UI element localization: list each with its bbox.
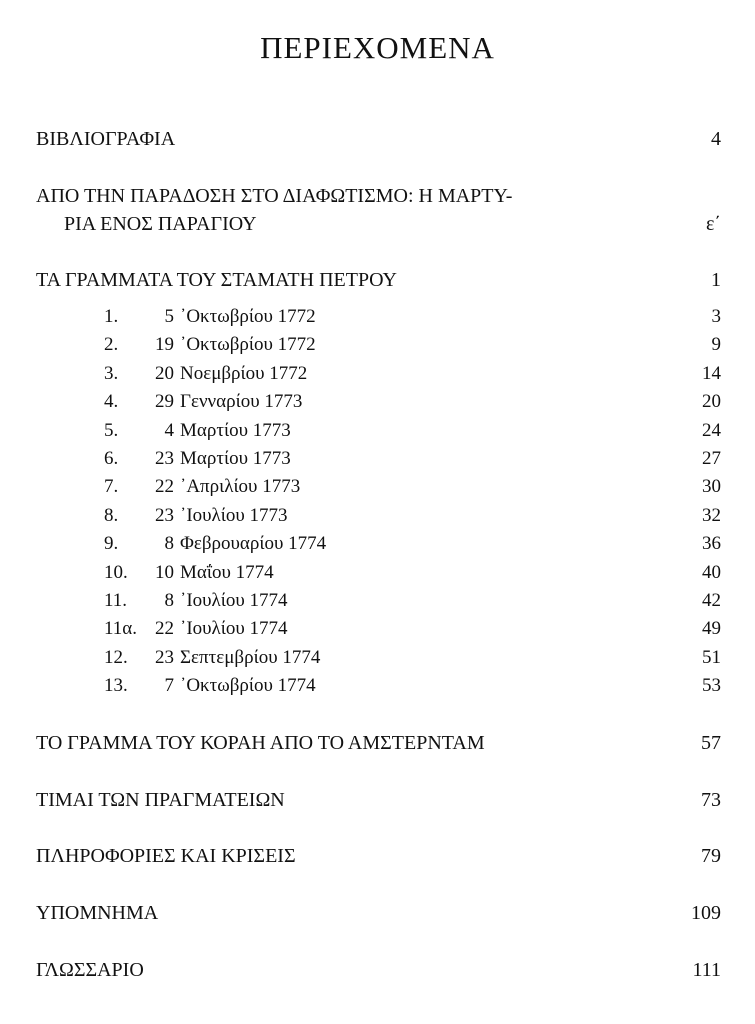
letter-month-year: ᾿Οκτωβρίου 1772 <box>180 334 316 356</box>
toc-entry-bibliography[interactable] <box>36 125 721 153</box>
letter-date <box>148 587 288 615</box>
toc-entry-page: 73 <box>701 789 721 811</box>
letter-number: 1. <box>104 306 119 327</box>
letter-page: 51 <box>702 646 721 668</box>
toc-entry-korais[interactable] <box>36 729 721 757</box>
letter-page: 14 <box>702 362 721 384</box>
toc-entry-label: ΓΛΩΣΣΑΡΙΟ <box>36 959 144 981</box>
letter-day: 4 <box>159 419 174 441</box>
page-title: ΠΕΡΙΕΧΟΜΕΝΑ <box>260 30 495 65</box>
toc-entry-letters[interactable] <box>36 266 721 294</box>
letter-month-year: ᾿Οκτωβρίου 1772 <box>180 306 316 327</box>
letter-date <box>148 388 302 416</box>
letter-page: 32 <box>702 504 721 526</box>
letter-day: 29 <box>155 391 174 413</box>
letter-date <box>148 615 288 643</box>
toc-entry-page: 1 <box>711 269 721 291</box>
toc-entry-label: ΒΙΒΛΙΟΓΡΑΦΙΑ <box>36 128 176 150</box>
toc-entry-label-line2: ΡΙΑ ΕΝΟΣ ΠΑΡΑΓΙΟΥ <box>64 213 257 235</box>
letter-number: 3. <box>104 362 119 384</box>
letter-day: 8 <box>159 590 174 611</box>
toc-entry-page: 57 <box>701 732 721 754</box>
letter-number: 11α. <box>104 618 137 640</box>
letter-entry[interactable] <box>104 644 721 672</box>
letter-month-year: Γενναρίου 1773 <box>180 391 303 413</box>
letter-day: 22 <box>155 618 174 640</box>
letter-date <box>148 672 316 700</box>
letter-date <box>148 644 320 672</box>
letter-number: 10. <box>104 561 128 583</box>
toc-entry-label <box>36 182 721 238</box>
letter-entry[interactable] <box>104 331 721 359</box>
letter-entry[interactable] <box>104 388 721 416</box>
letter-month-year: Μαρτίου 1773 <box>180 419 291 441</box>
toc-entry-page: 4 <box>711 128 721 150</box>
letter-entry[interactable] <box>104 445 721 473</box>
toc-entry-page: 111 <box>692 959 721 981</box>
letter-date <box>148 417 291 445</box>
letter-day: 23 <box>155 504 174 526</box>
letter-month-year: ᾿Ιουλίου 1773 <box>180 504 288 526</box>
letter-date <box>148 559 274 587</box>
letter-month-year: ᾿Ιουλίου 1774 <box>180 618 288 640</box>
toc-entry-glossary[interactable] <box>36 956 721 984</box>
letter-date <box>148 473 300 501</box>
toc-entry-page: 79 <box>701 845 721 867</box>
letter-number: 13. <box>104 675 128 697</box>
letter-month-year: ᾿Απριλίου 1773 <box>180 476 301 498</box>
letter-page: 40 <box>702 561 721 583</box>
letter-page: 42 <box>702 590 721 611</box>
letter-date <box>148 502 288 530</box>
letter-page: 36 <box>702 533 721 555</box>
letter-number: 11. <box>104 590 128 611</box>
letter-day: 8 <box>159 533 174 555</box>
letter-day: 10 <box>155 561 174 583</box>
toc-entry-page: 109 <box>691 902 721 924</box>
toc-entry-label: ΤΙΜΑΙ ΤΩΝ ΠΡΑΓΜΑΤΕΙΩΝ <box>36 789 285 811</box>
letter-entry[interactable] <box>104 502 721 530</box>
letter-day: 19 <box>155 334 174 356</box>
letter-page: 3 <box>711 306 721 327</box>
letter-entry[interactable] <box>104 615 721 643</box>
letter-entry[interactable] <box>104 303 721 331</box>
letter-page: 27 <box>702 448 721 469</box>
toc-entry-prices[interactable] <box>36 786 721 814</box>
toc-entry-label: ΤΟ ΓΡΑΜΜΑ ΤΟΥ ΚΟΡΑΗ ΑΠΟ ΤΟ ΑΜΣΤΕΡΝΤΑΜ <box>36 732 485 754</box>
letter-number: 7. <box>104 476 119 498</box>
letter-page: 24 <box>702 419 721 441</box>
toc-entry-tradition[interactable] <box>36 182 721 238</box>
letter-entry[interactable] <box>104 473 721 501</box>
letter-month-year: ᾿Οκτωβρίου 1774 <box>180 675 316 697</box>
toc-entry-label-line1: ΑΠΟ ΤΗΝ ΠΑΡΑΔΟΣΗ ΣΤΟ ΔΙΑΦΩΤΙΣΜΟ: Η ΜΑΡΤΥ- <box>36 185 513 207</box>
letter-page: 53 <box>702 675 721 697</box>
letter-number: 4. <box>104 391 119 413</box>
letter-month-year: Φεβρουαρίου 1774 <box>180 533 327 555</box>
letter-month-year: Μαρτίου 1773 <box>180 448 291 469</box>
letter-day: 20 <box>155 362 174 384</box>
letter-page: 9 <box>711 334 721 356</box>
letter-entry[interactable] <box>104 360 721 388</box>
letter-date <box>148 303 316 331</box>
toc-entry-memorandum[interactable] <box>36 899 721 927</box>
letter-entry[interactable] <box>104 672 721 700</box>
toc-entry-label: ΥΠΟΜΝΗΜΑ <box>36 902 159 924</box>
letter-day: 7 <box>159 675 174 697</box>
letter-number: 12. <box>104 646 128 668</box>
letter-month-year: Μαΐου 1774 <box>180 561 274 583</box>
letter-entry[interactable] <box>104 559 721 587</box>
letter-number: 8. <box>104 504 119 526</box>
toc-entry-label: ΠΛΗΡΟΦΟΡΙΕΣ ΚΑΙ ΚΡΙΣΕΙΣ <box>36 845 296 867</box>
letter-entry[interactable] <box>104 587 721 615</box>
letter-day: 23 <box>155 448 174 469</box>
letter-page: 20 <box>702 391 721 413</box>
letter-month-year: Σεπτεμβρίου 1774 <box>180 646 321 668</box>
letter-number: 9. <box>104 533 119 555</box>
letter-number: 6. <box>104 448 119 469</box>
letter-month-year: Νοεμβρίου 1772 <box>180 362 308 384</box>
letter-entry[interactable] <box>104 530 721 558</box>
letter-entry[interactable] <box>104 417 721 445</box>
letter-date <box>148 360 307 388</box>
letter-day: 5 <box>159 306 174 327</box>
letter-page: 49 <box>702 618 721 640</box>
letter-date <box>148 445 291 473</box>
toc-entry-page: ε΄ <box>705 213 721 235</box>
letter-month-year: ᾿Ιουλίου 1774 <box>180 590 288 611</box>
letter-date <box>148 331 316 359</box>
toc-entry-information[interactable] <box>36 842 721 870</box>
letter-day: 23 <box>155 646 174 668</box>
letter-page: 30 <box>702 476 721 498</box>
letter-date <box>148 530 326 558</box>
letter-number: 2. <box>104 334 119 356</box>
toc-entry-label: ΤΑ ΓΡΑΜΜΑΤΑ ΤΟΥ ΣΤΑΜΑΤΗ ΠΕΤΡΟΥ <box>36 269 397 291</box>
letter-number: 5. <box>104 419 119 441</box>
letter-day: 22 <box>155 476 174 498</box>
